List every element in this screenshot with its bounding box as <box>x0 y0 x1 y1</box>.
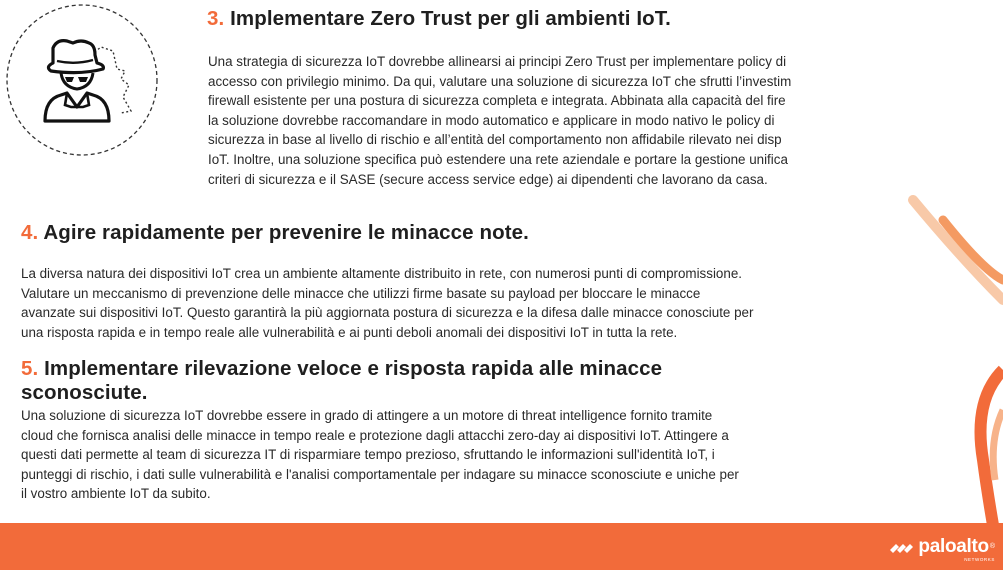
paloalto-logo-icon <box>888 538 914 556</box>
section-5-line: cloud che fornisca analisi delle minacce in tempo reale e protezione dagli attacchi zero-day ai dispositivi IoT. Attingere a <box>21 427 729 443</box>
section-5-line: Una soluzione di sicurezza IoT dovrebbe essere in grado di attingere a un motore di threat intelligence fornito tramite <box>21 408 713 423</box>
section-3-line: accesso con privilegio minimo. Da qui, valutare una soluzione di sicurezza IoT che sfrutti l’investim <box>208 73 792 89</box>
section-5-title-line1: Implementare rilevazione veloce e risposta rapida alle minacce <box>44 357 663 380</box>
footer-bar <box>0 523 1003 570</box>
section-5-line: il vostro ambiente IoT da subito. <box>21 486 211 502</box>
section-3-line: sicurezza in base al livello di rischio e all’entità del comportamento non affidabile rilevato nei disp <box>208 132 782 148</box>
section-3-title: Implementare Zero Trust per gli ambienti IoT. <box>230 7 671 30</box>
section-3-line: criteri di sicurezza e il SASE (secure access service edge) ai dipendenti che lavorano da casa. <box>208 171 768 187</box>
section-5-number: 5. <box>21 357 39 380</box>
section-3-line: la soluzione dovrebbe raccomandare in modo automatico e applicare in modo nativo le policy di <box>208 112 775 128</box>
logo-subtitle: NETWORKS <box>964 557 995 562</box>
section-3-line: IoT. Inoltre, una soluzione specifica può estendere una rete aziendale e portare la gestione unifica <box>208 151 788 167</box>
section-3-line: firewall esistente per una postura di sicurezza completa e integrata. Abbinata alla capacità del fire <box>208 93 786 109</box>
section-4-line: La diversa natura dei dispositivi IoT crea un ambiente altamente distribuito in rete, con numerosi punti di compromissione. <box>21 266 742 281</box>
section-4-title: Agire rapidamente per prevenire le minacce note. <box>43 221 529 244</box>
section-3-number: 3. <box>207 7 225 30</box>
section-3-body <box>208 52 884 189</box>
spy-icon <box>5 3 160 158</box>
section-4-line: Valutare un meccanismo di prevenzione delle minacce che utilizzi firme basate su payload per bloccare le minacce <box>21 285 701 301</box>
logo-text: paloalto <box>918 536 989 557</box>
section-4-body <box>21 264 753 342</box>
section-5-body <box>21 406 739 504</box>
section-3-line: Una strategia di sicurezza IoT dovrebbe allinearsi ai principi Zero Trust per implementare policy di <box>208 54 787 69</box>
section-4-heading <box>21 221 529 245</box>
section-5-title-line2: sconosciute. <box>21 381 148 404</box>
section-4-line: avanzate sui dispositivi IoT. Questo garantirà la più aggiornata postura di sicurezza e la difesa dalle minacce conosciute per <box>21 305 754 321</box>
section-5-line: questi dati permette al team di sicurezza IT di risparmiare tempo prezioso, sfruttando le informazioni sull'identità IoT, i <box>21 447 715 463</box>
section-4-line: una risposta rapida e in tempo reale alle vulnerabilità e ai punti deboli anomali dei dispositivi IoT in tutta la rete. <box>21 324 678 340</box>
section-5-heading <box>21 357 662 405</box>
section-5-line: punteggi di rischio, i dati sulle vulnerabilità e l'analisi comportamentale per indagare su minacce sconosciute e uniche per <box>21 466 739 482</box>
section-4-number: 4. <box>21 221 39 244</box>
logo-registered-mark: ® <box>989 543 995 550</box>
decorative-arcs <box>903 180 1003 525</box>
section-3-heading <box>207 7 671 31</box>
paloalto-logo <box>888 536 995 562</box>
